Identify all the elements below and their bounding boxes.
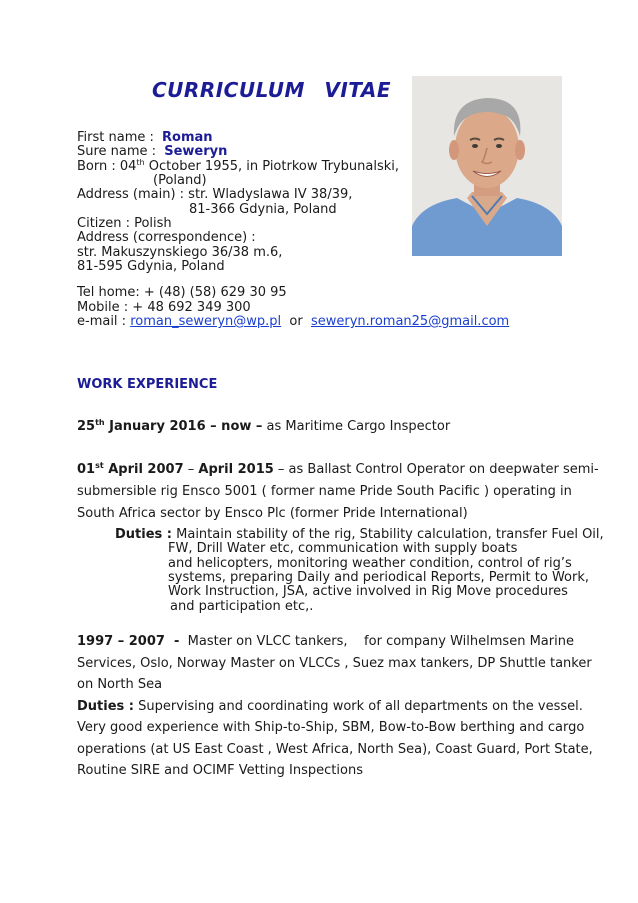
job-3-duties-label: Duties : bbox=[77, 699, 134, 714]
address-main: Address (main) : str. Wladyslawa IV 38/39, bbox=[77, 187, 353, 202]
job-1-date: January 2016 – now – bbox=[104, 419, 263, 434]
job-3-duties-1 bbox=[77, 700, 583, 714]
job-3-line-2: Services, Oslo, Norway Master on VLCCs , Suez max tankers, DP Shuttle tanker bbox=[77, 656, 592, 671]
surname-row bbox=[77, 145, 227, 159]
address-correspondence-city: 81-595 Gdynia, Poland bbox=[77, 259, 225, 274]
profile-photo bbox=[412, 76, 562, 256]
job-2-line-3: South Africa sector by Ensco Plc (former Pride International) bbox=[77, 506, 468, 521]
job-1-date-sup: th bbox=[95, 418, 105, 427]
job-1-date-day: 25 bbox=[77, 419, 96, 434]
job-2-duties-2: FW, Drill Water etc, communication with supply boats bbox=[168, 541, 518, 556]
surname-label: Sure name : bbox=[77, 144, 157, 159]
job-2-line-1 bbox=[77, 463, 599, 477]
citizenship: Citizen : Polish bbox=[77, 216, 172, 231]
job-1 bbox=[77, 420, 450, 434]
job-2-duties-4: systems, preparing Daily and periodical Reports, Permit to Work, bbox=[168, 570, 590, 585]
job-1-role: as Maritime Cargo Inspector bbox=[262, 419, 451, 434]
job-3-duties-text-1: Supervising and coordinating work of all departments on the vessel. bbox=[134, 699, 583, 714]
job-2-line-2: submersible rig Ensco 5001 ( former name Pride South Pacific ) operating in bbox=[77, 484, 572, 499]
job-2-date-sup: st bbox=[95, 461, 104, 470]
born-sup: th bbox=[136, 158, 145, 167]
job-2-duties-5: Work Instruction, JSA, active involved in Rig Move procedures bbox=[168, 584, 568, 599]
first-name-row bbox=[77, 131, 213, 145]
job-2-role: – as Ballast Control Operator on deepwater semi- bbox=[273, 462, 599, 477]
job-2-date-day: 01 bbox=[77, 462, 96, 477]
address-main-city: 81-366 Gdynia, Poland bbox=[189, 202, 337, 217]
address-correspondence-street: str. Makuszynskiego 36/38 m.6, bbox=[77, 245, 283, 260]
surname-value: Seweryn bbox=[164, 144, 228, 159]
tel-home: Tel home: + (48) (58) 629 30 95 bbox=[77, 285, 287, 300]
job-3-duties-4: Routine SIRE and OCIMF Vetting Inspections bbox=[77, 763, 363, 778]
job-3-line-1 bbox=[77, 635, 574, 649]
job-3-duties-3: operations (at US East Coast , West Africa, North Sea), Coast Guard, Port State, bbox=[77, 742, 593, 757]
job-2-duties-3: and helicopters, monitoring weather condition, control of rig’s bbox=[168, 556, 572, 571]
email-row bbox=[77, 315, 509, 329]
job-3-line-3: on North Sea bbox=[77, 677, 163, 692]
job-2-duties-1 bbox=[115, 528, 604, 542]
first-name-label: First name : bbox=[77, 130, 154, 145]
born-details: October 1955, in Piotrkow Trybunalski, bbox=[144, 159, 400, 174]
email-label: e-mail : bbox=[77, 314, 131, 329]
job-2-date-start: April 2007 bbox=[103, 462, 184, 477]
born-country: (Poland) bbox=[153, 173, 207, 188]
job-3-role: Master on VLCC tankers, for company Wilhelmsen Marine bbox=[179, 634, 574, 649]
job-3-dates: 1997 – 2007 - bbox=[77, 634, 180, 649]
job-3-duties-2: Very good experience with Ship-to-Ship, SBM, Bow-to-Bow berthing and cargo bbox=[77, 720, 585, 735]
born-row bbox=[77, 160, 399, 174]
email-link-2[interactable]: seweryn.roman25@gmail.com bbox=[310, 314, 510, 329]
page-title: CURRICULUM VITAE bbox=[152, 78, 391, 102]
job-2-duties-6: and participation etc,. bbox=[170, 599, 314, 614]
work-experience-heading: WORK EXPERIENCE bbox=[77, 377, 218, 392]
mobile: Mobile : + 48 692 349 300 bbox=[77, 300, 251, 315]
address-correspondence-label: Address (correspondence) : bbox=[77, 230, 256, 245]
email-or: or bbox=[281, 314, 311, 329]
job-2-duties-label: Duties : bbox=[115, 527, 172, 542]
email-link-1[interactable]: roman_seweryn@wp.pl bbox=[130, 314, 282, 329]
job-2-date-dash: – bbox=[183, 462, 199, 477]
job-2-date-end: April 2015 bbox=[198, 462, 274, 477]
job-2-duties-text-1: Maintain stability of the rig, Stability calculation, transfer Fuel Oil, bbox=[172, 527, 604, 542]
first-name-value: Roman bbox=[162, 130, 213, 145]
born-label: Born : 04 bbox=[77, 159, 137, 174]
